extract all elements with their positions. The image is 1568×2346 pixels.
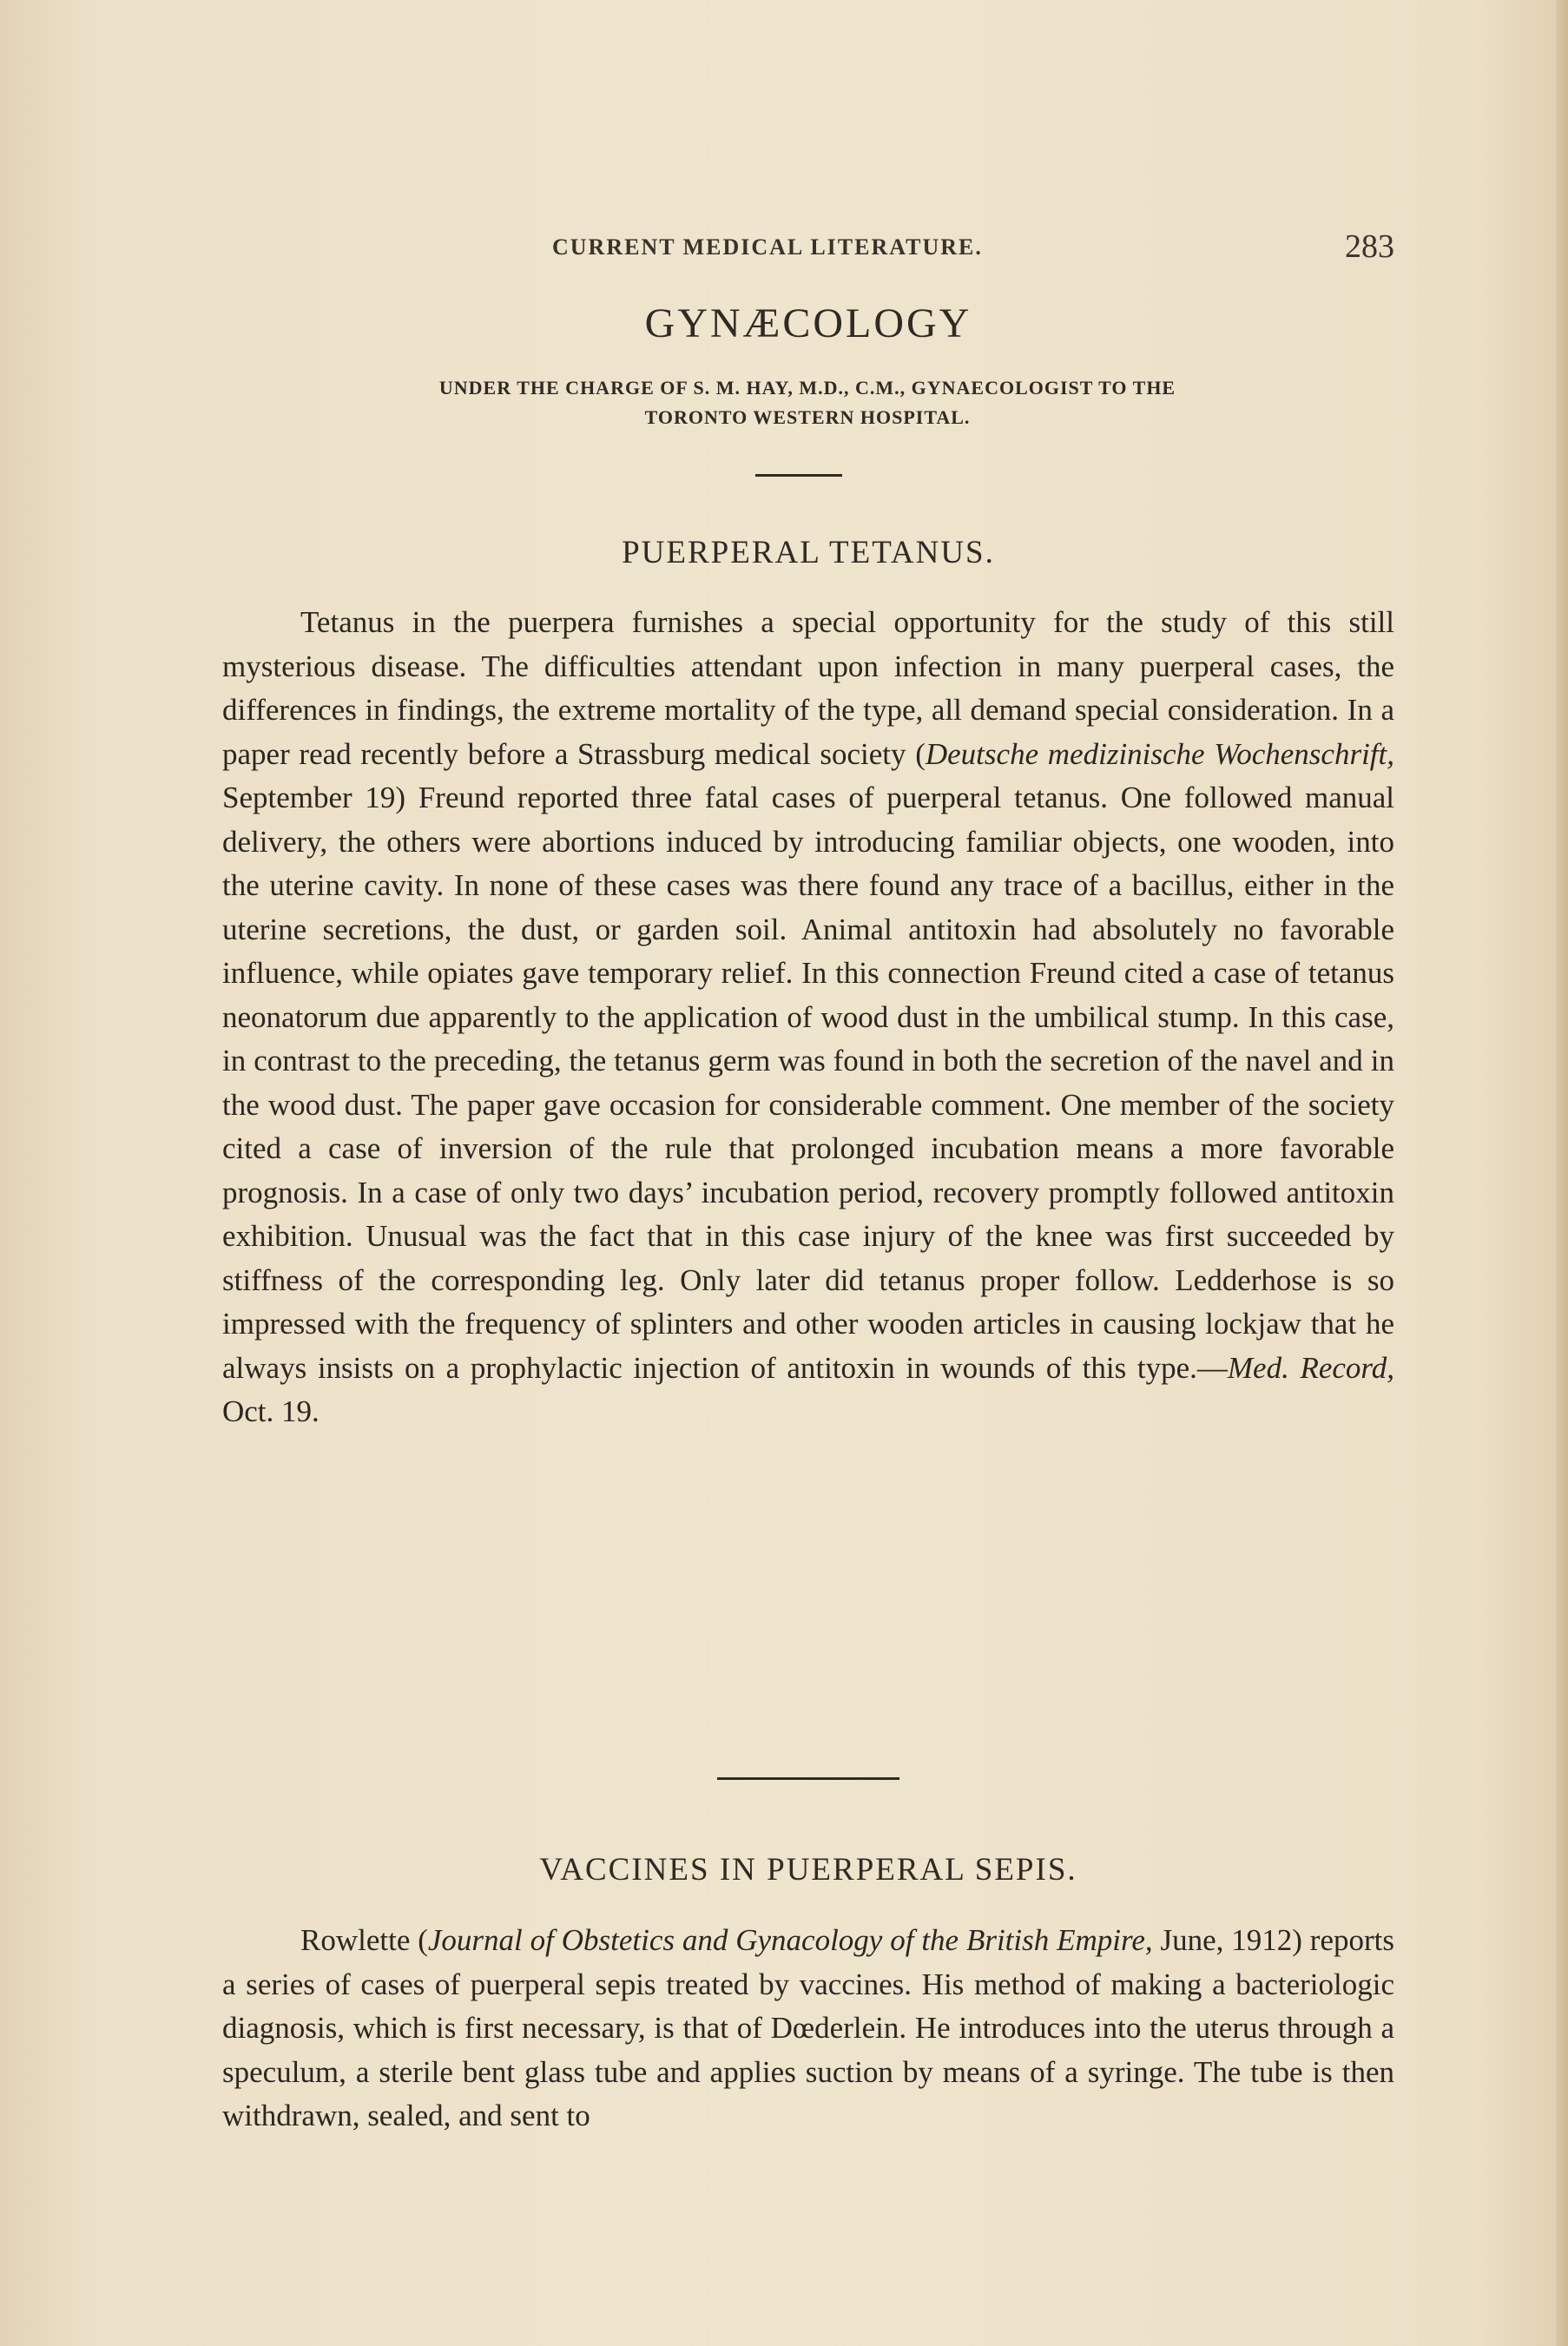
article-paragraph: [222, 1919, 1394, 2138]
body-text: Tetanus in the puerpera furnishes a special opportunity for the study of this still mysterious disease. The difficulties attendant upon infection in many puerperal cases, the differences in findings, the extreme mortality of the type, all demand special consideration. In a paper read recently before a Strassburg medical society (: [222, 605, 1394, 771]
article-divider-rule: [717, 1777, 899, 1780]
article-title-puerperal-tetanus: PUERPERAL TETANUS.: [622, 535, 995, 570]
running-head: [222, 227, 1394, 271]
article-title-vaccines: VACCINES IN PUERPERAL SEPIS.: [539, 1852, 1077, 1888]
body-text: June, 1912) reports a series of cases of puerperal sepis treated by vaccines. His method of making a bacteriologic diagnosis, which is first necessary, is that of Dœderlein. He introduces into the uterus through a speculum, a sterile bent glass tube and applies suction by means of a syringe. The tube is then withdrawn, sealed, and sent to: [222, 1923, 1394, 2132]
article-body-vaccines: [222, 1919, 1394, 2138]
source-date: Oct. 19.: [222, 1394, 320, 1428]
page-edge-shadow: [1556, 0, 1568, 2346]
charge-line-2: TORONTO WESTERN HOSPITAL.: [644, 406, 971, 428]
body-text: September 19) Freund reported three fatal cases of puerperal tetanus. One followed manual delivery, the others were abortions induced by introducing familiar objects, one wooden, into the uterine cavity. In none of these cases was there found any trace of a bacillus, either in the uterine secretions, the dust, or garden soil. Animal antitoxin had absolutely no favorable influence, while opiates gave temporary relief. In this connection Freund cited a case of tetanus neonatorum due apparently to the application of wood dust in the umbilical stump. In this case, in contrast to the preceding, the tetanus germ was found in both the secretion of the navel and in the wood dust. The paper gave occasion for considerable comment. One member of the society cited a case of inversion of the rule that prolonged incubation means a more favorable prognosis. In a case of only two days’ incubation period, recovery promptly followed antitoxin exhibition. Unusual was the fact that in this case injury of the knee was first succeeded by stiffness of the corresponding leg. Only later did tetanus proper follow. Ledderhose is so impressed with the frequency of splinters and other wooden articles in causing lockjaw that he always insists on a prophylactic injection of antitoxin in wounds of this type.—: [222, 781, 1394, 1385]
running-head-title: CURRENT MEDICAL LITERATURE.: [552, 234, 983, 260]
article-body-puerperal-tetanus: [222, 601, 1394, 1434]
section-divider-rule: [755, 474, 842, 477]
journal-citation: Deutsche medizinische Wochenschrift,: [925, 736, 1394, 771]
page-number: 283: [1345, 228, 1394, 265]
charge-line-1: UNDER THE CHARGE OF S. M. HAY, M.D., C.M., GYNAECOLOGIST TO THE: [438, 377, 1176, 399]
section-charge-note: [287, 373, 1328, 432]
body-text: Rowlette (: [300, 1923, 428, 1957]
journal-citation: Journal of Obstetics and Gynacology of the British Empire,: [427, 1923, 1153, 1957]
source-citation: Med. Record,: [1227, 1350, 1394, 1385]
section-title: GYNÆCOLOGY: [644, 300, 972, 346]
article-paragraph: [222, 601, 1394, 1434]
